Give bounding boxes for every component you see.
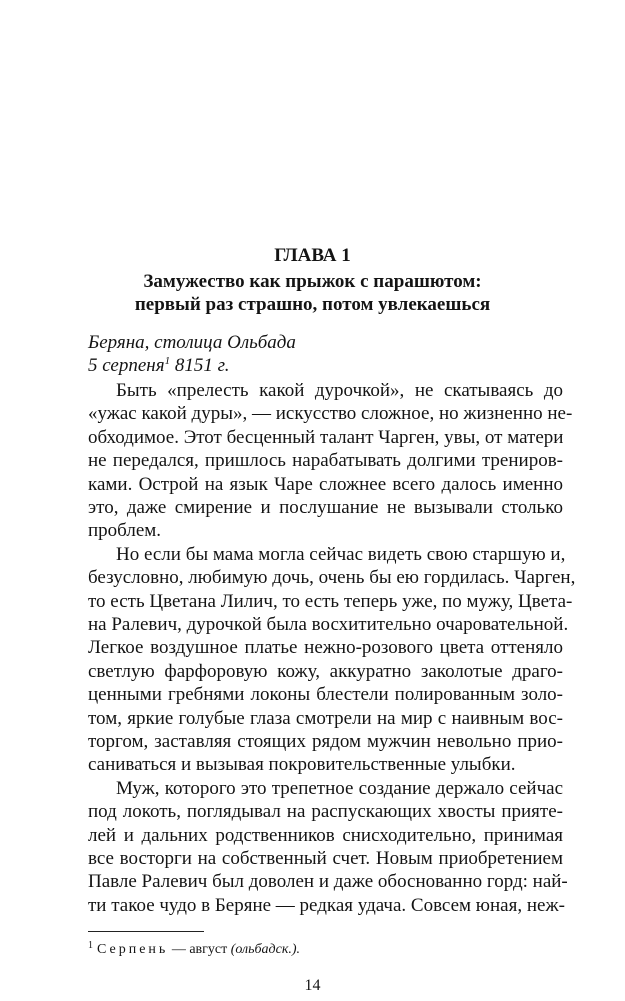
text-line: ценными гребнями локоны блестели полированным золо- [88, 684, 563, 706]
text-line: проблем. [88, 520, 162, 542]
text-line: на Ралевич, дурочкой была восхитительно очаровательной. [88, 614, 569, 635]
chapter-subtitle-line-1: Замужество как прыжок с парашютом: [143, 271, 482, 292]
footnote [88, 941, 300, 959]
footnote-divider [88, 931, 204, 932]
text-line: ками. Острой на язык Чаре сложнее всего далось именно [88, 473, 563, 495]
footnote-source: (ольбадск.). [230, 941, 301, 957]
text-line: это, даже смирение и послушание не вызывали столько [88, 497, 563, 518]
text-line: том, яркие голубые глаза смотрели на мир с наивным вос- [88, 707, 563, 729]
text-line: то есть Цветана Лилич, то есть теперь уже, по мужу, Цвета- [88, 590, 573, 612]
text-line: Павле Ралевич был доволен и даже обоснованно горд: най- [88, 871, 568, 893]
dateline-date [88, 354, 229, 378]
text-line: Легкое воздушное платье нежно-розового цвета оттеняло [88, 637, 563, 659]
dateline-year: 8151 г. [170, 355, 230, 376]
footnote-reference[interactable]: 1 [164, 355, 171, 367]
text-line: все восторги на собственный счет. Новым приобретением [88, 848, 563, 869]
text-line: Муж, которого это трепетное создание держало сейчас [116, 777, 563, 799]
chapter-subtitle-line-2: первый раз страшно, потом увлекаешься [134, 294, 491, 315]
text-line: Но если бы мама могла сейчас видеть свою старшую и, [116, 543, 566, 565]
text-line: Быть «прелесть какой дурочкой», не скатываясь до [116, 380, 563, 401]
text-line: саниваться и вызывая покровительственные улыбки. [88, 754, 516, 776]
page-number: 14 [304, 976, 321, 994]
footnote-marker: 1 [88, 939, 93, 951]
dateline-day-month: 5 серпеня [88, 355, 165, 376]
text-line: «ужас какой дуры», — искусство сложное, но жизненно не- [88, 403, 573, 425]
text-line: светлую фарфоровую кожу, аккуратно заколотые драго- [88, 660, 563, 682]
text-line: не передался, пришлось нарабатывать долгими трениров- [88, 450, 563, 472]
text-line: безусловно, любимую дочь, очень бы ею гордилась. Чарген, [88, 567, 576, 589]
footnote-definition: — август [168, 941, 231, 957]
footnote-term: Серпень [97, 941, 169, 957]
text-line: ти такое чудо в Беряне — редкая удача. Совсем юная, неж- [88, 894, 565, 916]
text-line: обходимое. Этот бесценный талант Чарген, увы, от матери [88, 426, 564, 448]
dateline-place: Беряна, столица Ольбада [88, 332, 296, 353]
chapter-number: ГЛАВА 1 [274, 245, 351, 266]
text-line: под локоть, поглядывал на распускающих хвосты прияте- [88, 801, 563, 823]
text-line: лей и дальних родственников снисходительно, принимая [88, 824, 563, 846]
text-line: торгом, заставляя стоящих рядом мужчин невольно прио- [88, 731, 563, 752]
